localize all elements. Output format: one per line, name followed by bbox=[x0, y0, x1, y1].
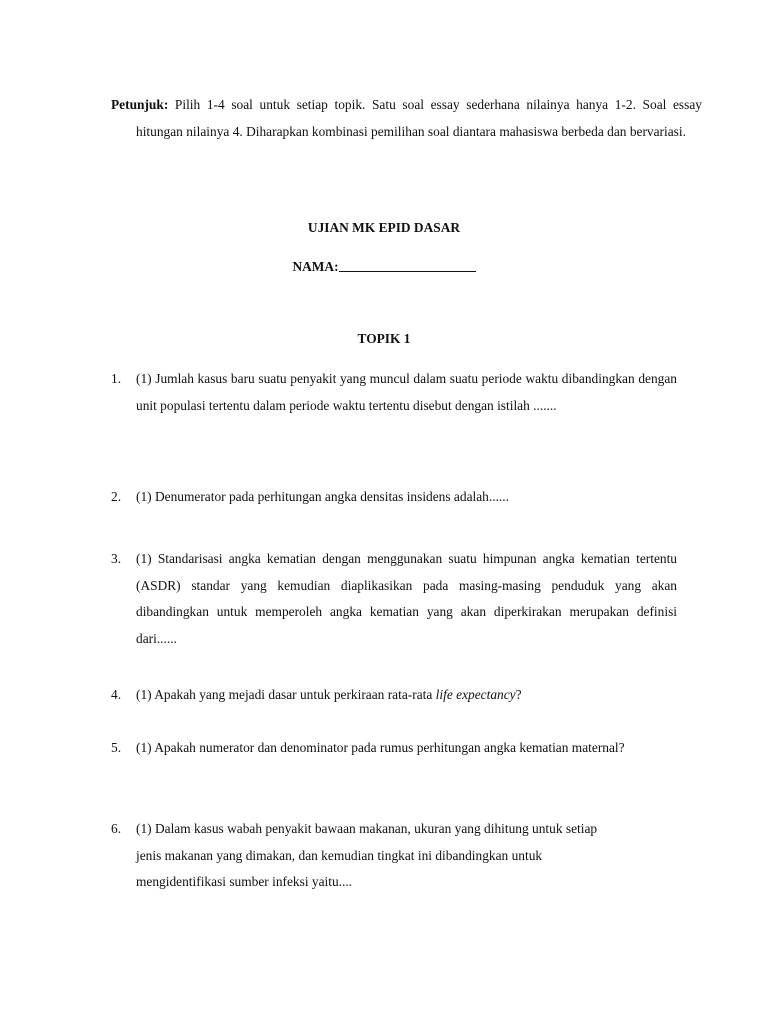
name-label: NAMA: bbox=[292, 259, 339, 274]
question-number: 1. bbox=[111, 371, 122, 386]
question-line: (1) Dalam kasus wabah penyakit bawaan makanan, ukuran yang dihitung untuk setiap bbox=[136, 821, 598, 836]
exam-title: UJIAN MK EPID DASAR bbox=[307, 220, 461, 235]
question-6 bbox=[111, 816, 677, 896]
question-5 bbox=[111, 735, 677, 762]
question-text: (1) Denumerator pada perhitungan angka densitas insidens adalah...... bbox=[136, 489, 509, 504]
question-line: jenis makanan yang dimakan, dan kemudian tingkat ini dibandingkan untuk bbox=[136, 847, 543, 863]
question-text: (1) Apakah numerator dan denominator pada rumus perhitungan angka kematian maternal? bbox=[136, 740, 625, 755]
question-text bbox=[136, 816, 677, 896]
question-number: 6. bbox=[111, 821, 122, 836]
question-text-start: (1) Apakah yang mejadi dasar untuk perkiraan rata-rata bbox=[136, 687, 436, 702]
question-1 bbox=[111, 366, 677, 419]
name-field bbox=[0, 257, 768, 275]
name-blank-line bbox=[339, 257, 476, 272]
question-2 bbox=[111, 484, 677, 511]
question-3 bbox=[111, 546, 677, 652]
question-number: 5. bbox=[111, 740, 122, 755]
question-number: 2. bbox=[111, 489, 122, 504]
topic-heading: TOPIK 1 bbox=[357, 331, 411, 346]
question-text-italic: life expectancy bbox=[435, 687, 516, 702]
instructions bbox=[111, 92, 702, 145]
question-4 bbox=[111, 682, 677, 709]
instructions-label: Petunjuk: bbox=[111, 97, 169, 112]
question-text: (1) Standarisasi angka kematian dengan menggunakan suatu himpunan angka kematian tertentu (ASDR) standar yang kemudian diaplikasikan pada masing-masing penduduk yang akan dibandingkan untuk memperoleh angka kematian yang akan diperkirakan merupakan definisi dari...... bbox=[136, 551, 677, 646]
question-text-end: ? bbox=[515, 687, 522, 702]
question-number: 4. bbox=[111, 687, 122, 702]
question-text: (1) Jumlah kasus baru suatu penyakit yang muncul dalam suatu periode waktu dibandingkan dengan unit populasi tertentu dalam periode waktu tertentu disebut dengan istilah ....... bbox=[136, 371, 677, 413]
question-text bbox=[136, 682, 677, 709]
instructions-text: Pilih 1-4 soal untuk setiap topik. Satu soal essay sederhana nilainya hanya 1-2. Soal essay hitungan nilainya 4. Diharapkan kombinasi pemilihan soal diantara mahasiswa berbeda dan bervariasi. bbox=[136, 97, 702, 139]
question-number: 3. bbox=[111, 551, 122, 566]
question-line: mengidentifikasi sumber infeksi yaitu.... bbox=[136, 874, 353, 889]
